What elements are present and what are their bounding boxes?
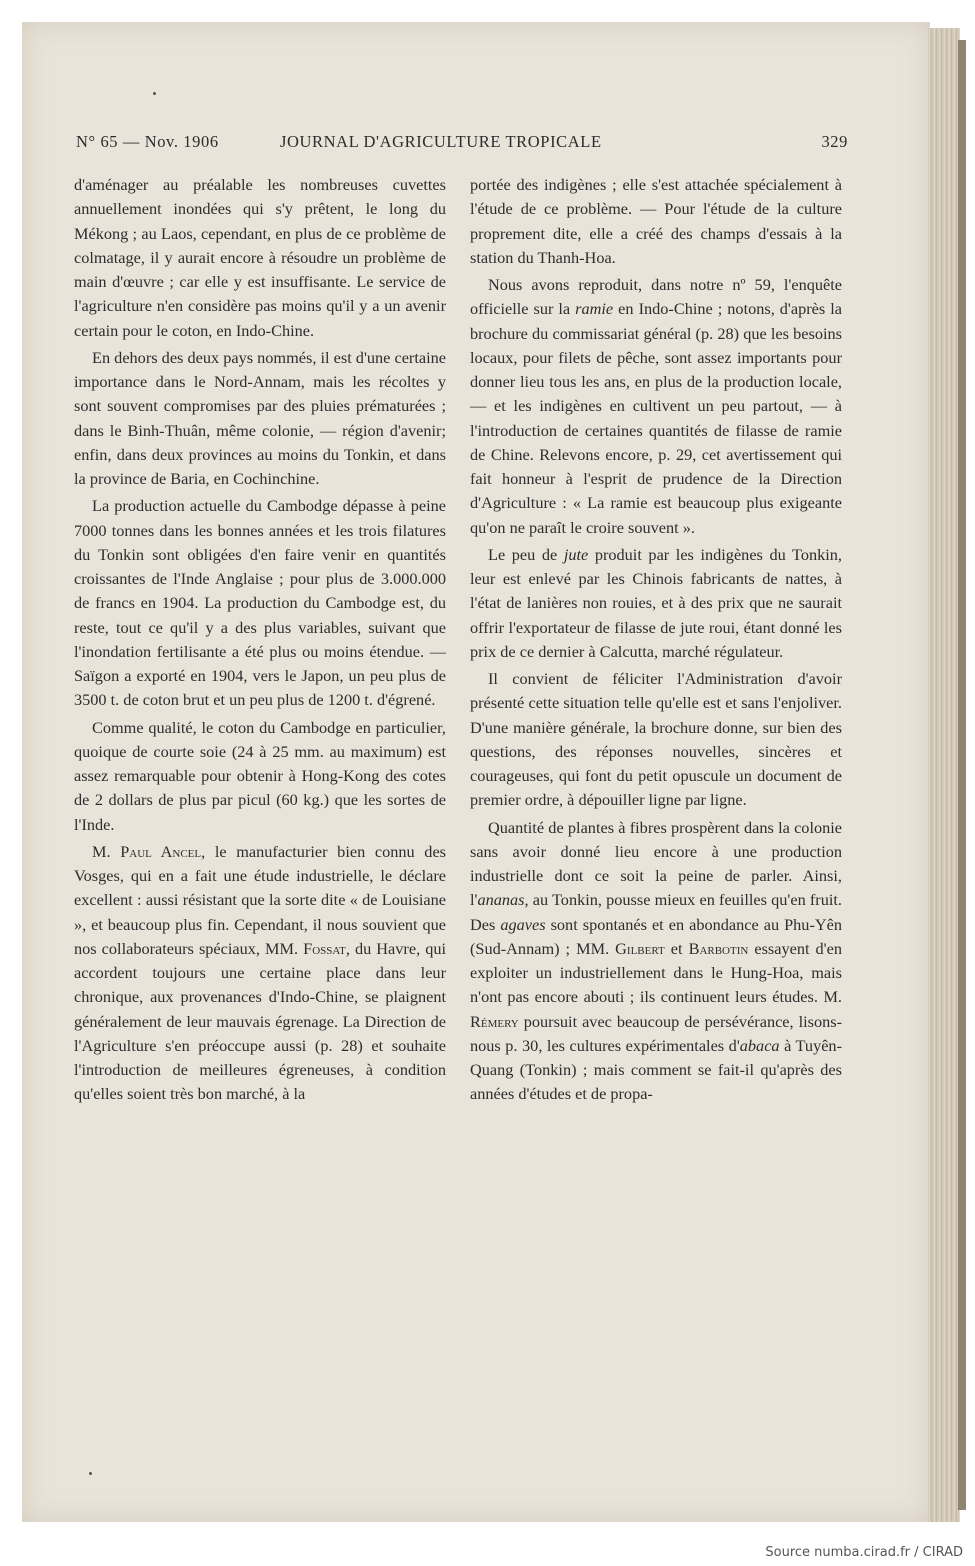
paragraph: Comme qualité, le coton du Cambodge en particulier, quoique de courte soie (24 à 25 mm. au maximum) est assez remarquable pour obtenir à Hong-Kong des cotes de 2 dollars de plus par picul (60 kg.) que les sortes de l'Inde. — [74, 717, 446, 834]
person-name: Fossat — [303, 938, 346, 958]
person-name: Rémery — [470, 1011, 519, 1031]
paragraph: d'aménager au préalable les nombreuses cuvettes annuellement inondées qui s'y prêtent, le long du Mékong ; au Laos, cependant, en plus de ce problème de colmatage, il y aurait encore à résoudre un problème de main d'œuvre ; car elle y est insuffisante. Le service de l'agriculture n'en considère pas moins qu'il y a un avenir certain pour le coton, en Indo-Chine. — [74, 175, 446, 340]
paragraph: En dehors des deux pays nommés, il est d'une certaine importance dans le Nord-Annam, mais les récoltes y sont souvent compromises par des pluies prématurées ; dans le Binh-Thuân, même colonie, — région d'avenir; enfin, dans deux provinces au moins du Tonkin, et dans la province de Baria, en Cochinchine. — [74, 347, 446, 488]
paragraph: Nous avons reproduit, dans notre nº 59, l'enquête officielle sur la ramie en Indo-Chine ; notons, d'après la brochure du commissariat général (p. 28) que les besoins locaux, pour filets de pêche, sont assez importants pour donner lieu tous les ans, en plus de la production locale, — et les indigènes en cultivent un peu partout, — à l'introduction de certaines quantités de filasse de ramie de Chine. Relevons encore, p. 29, cet avertissement qui fait honneur à l'esprit de prudence de la Direction d'Agriculture : « La ramie est beaucoup plus exigeante qu'on ne paraît le croire souvent ». — [470, 275, 842, 537]
paragraph: Le peu de jute produit par les indigènes du Tonkin, leur est enlevé par les Chinois fabricants de nattes, à l'état de lanières non rouies, et à des prix que ne saurait offrir l'exportateur de filasse de jute roui, étant donné les prix de ce dernier à Calcutta, marché régulateur. — [470, 544, 842, 661]
paragraph: portée des indigènes ; elle s'est attachée spécialement à l'étude de ce problème. — Pour l'étude de la culture proprement dite, elle a créé des champs d'essais à la station du Thanh-Hoa. — [470, 175, 842, 267]
ink-speck — [153, 92, 156, 95]
person-name: Paul Ancel — [120, 841, 202, 861]
page-number: 329 — [821, 132, 848, 151]
paragraph: La production actuelle du Cambodge dépasse à peine 7000 tonnes dans les bonnes années et les trois filatures du Tonkin sont obligées d'en faire venir en quantités croissantes de l'Inde Anglaise ; pour plus de 3.000.000 de francs en 1904. La production du Cambodge est, du reste, tout ce qu'il y a des plus variables, suivant que l'inondation fertilisante a été plus ou moins étendue. — Saïgon a exporté en 1904, vers le Japon, un peu plus de 3500 t. de coton brut et un peu plus de 1200 t. d'égrené. — [74, 496, 446, 710]
person-name: Barbotin — [688, 938, 749, 958]
ink-speck — [89, 1472, 92, 1475]
paragraph: Quantité de plantes à fibres prospèrent dans la colonie sans avoir donné lieu encore à une production industrielle dont ce soit la peine de parler. Ainsi, l'ananas, au Tonkin, pousse mieux en feuilles qu'en fruit. Des agaves sont spontanés et en abondance au Phu-Yên (Sud-Annam) ; MM. Gilbert et Barbotin essayent d'en exploiter un industriellement dans le Hung-Hoa, mais n'ont pas encore abouti ; ils continuent leurs études. M. Rémery poursuit avec beaucoup de persévérance, lisons-nous p. 30, les cultures expérimentales d'abaca à Tuyên-Quang (Tonkin) ; mais comment se fait-il qu'après des années d'études et de propa- — [470, 817, 842, 1104]
right-column — [470, 173, 842, 1110]
page-edges — [928, 28, 960, 1522]
journal-title: JOURNAL D'AGRICULTURE TROPICALE — [280, 132, 602, 151]
left-column — [74, 173, 446, 1110]
source-credit: Source numba.cirad.fr / CIRAD — [765, 1545, 963, 1560]
issue-number: N° 65 — Nov. 1906 — [76, 132, 219, 151]
page-edge-shadow — [958, 40, 966, 1510]
person-name: Gilbert — [615, 938, 665, 958]
running-header — [76, 132, 848, 156]
paragraph: M. Paul Ancel, le manufacturier bien connu des Vosges, qui en a fait une étude industrielle, le déclare excellent : aussi résistant que la sorte dite « de Louisiane », et beaucoup plus fin. Cependant, il nous souvient que nos collaborateurs spéciaux, MM. Fossat, du Havre, qui accordent toujours une certaine place dans leur chronique, aux provenances d'Indo-Chine, se plaignent généralement de leur mauvais égrenage. La Direction de l'Agriculture s'en préoccupe aussi (p. 28) et souhaite l'introduction de meilleures égreneuses, à condition qu'elles soient très bon marché, à la — [74, 841, 447, 1104]
paragraph: Il convient de féliciter l'Administration d'avoir présenté cette situation telle qu'elle est et sans l'enjoliver. D'une manière générale, la brochure donne, sur bien des questions, des réponses nouvelles, sincères et courageuses, qui font du petit opuscule un document de premier ordre, à dépouiller ligne par ligne. — [470, 669, 842, 810]
